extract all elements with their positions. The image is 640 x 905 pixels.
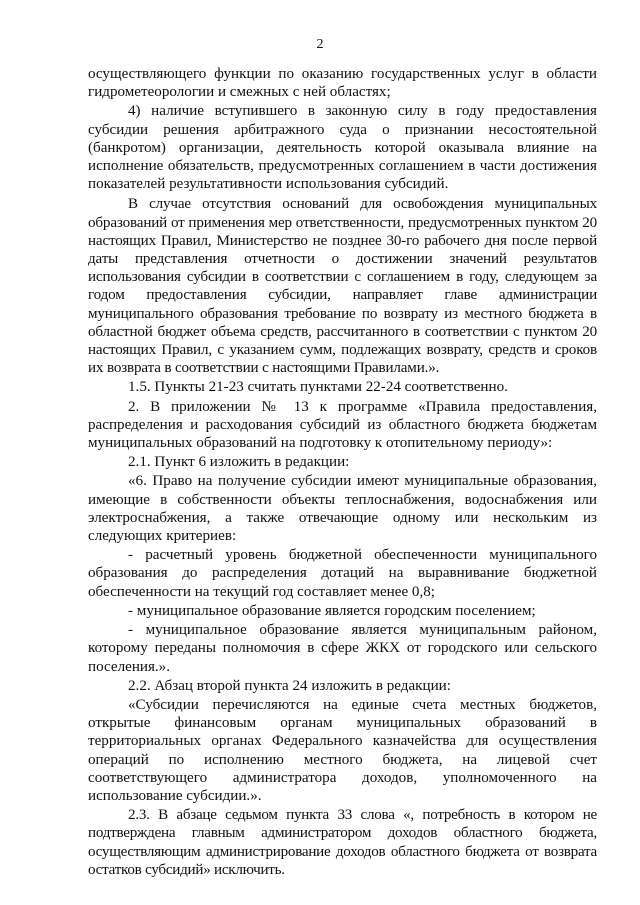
paragraph-2-3: 2.3. В абзаце седьмом пункта 33 слова «, потребность в котором не подтверждена главным администратором доходов областного бюджета, осуществляющим администрирование доходов областного бюджета от возврата остатков субсидий» исключить. (88, 807, 597, 878)
paragraph-continuation: осуществляющего функции по оказанию государственных услуг в области гидрометеорологии и смежных с ней областях; (88, 66, 597, 101)
paragraph-criterion-3: - муниципальное образование является муниципальным районом, которому переданы полномочия в сфере ЖКХ от городского или сельского поселения.». (88, 622, 597, 675)
paragraph-item-4: 4) наличие вступившего в законную силу в году предоставления субсидии решения арбитражного суда о признании несостоятельной (банкротом) организации, деятельность которой оказывала влияние на исполнение обязательств, предусмотренных соглашением в части достижения показателей результативности использования субсидий. (88, 103, 597, 193)
paragraph-criterion-2: - муниципальное образование является городским поселением; (128, 602, 536, 619)
paragraph-criterion-1: - расчетный уровень бюджетной обеспеченности муниципального образования до распределения дотаций на выравнивание бюджетной обеспеченности на текущий год составляет менее 0,8; (88, 547, 597, 600)
paragraph-subsidy-right: «6. Право на получение субсидии имеют муниципальные образования, имеющие в собственности объекты теплоснабжения, водоснабжения или электроснабжения, а также отвечающие одному или нескольким из следующих критериев: (88, 473, 597, 545)
paragraph-1-5: 1.5. Пункты 21-23 считать пунктами 22-24 соответственно. (128, 379, 508, 396)
paragraph-responsibility: В случае отсутствия оснований для освобождения муниципальных образований от применения мер ответственности, предусмотренных пунктом 20 настоящих Правил, Министерство не позднее 30-го рабочего дня после первой даты представления отчетности о достижении значений результатов использования субсидии в соответствии с соглашением в году, следующем за годом предоставления субсидии, направляет главе администрации муниципального образования требование по возврату из местного бюджета в областной бюджет объема средств, рассчитанного в соответствии с пунктом 20 настоящих Правил, с указанием сумм, подлежащих возврату, средств и сроков их возврата в соответствии с настоящими Правилами.». (88, 196, 597, 377)
paragraph-2-1: 2.1. Пункт 6 изложить в редакции: (128, 454, 350, 471)
page-number: 2 (316, 37, 324, 52)
paragraph-subsidy-transfer: «Субсидии перечисляются на единые счета местных бюджетов, открытые финансовым органам муниципальных образований в территориальных органах Федерального казначейства для осуществления операций по исполнению местного бюджета, на лицевой счет соответствующего администратора доходов, уполномоченного на использование субсидии.». (88, 696, 597, 804)
document-body (88, 65, 597, 879)
paragraph-2-2: 2.2. Абзац второй пункта 24 изложить в редакции: (128, 677, 451, 694)
paragraph-2: 2. В приложении № 13 к программе «Правила предоставления, распределения и расходования субсидий из областного бюджета бюджетам муниципальных образований на подготовку к отопительному периоду»: (88, 398, 597, 452)
